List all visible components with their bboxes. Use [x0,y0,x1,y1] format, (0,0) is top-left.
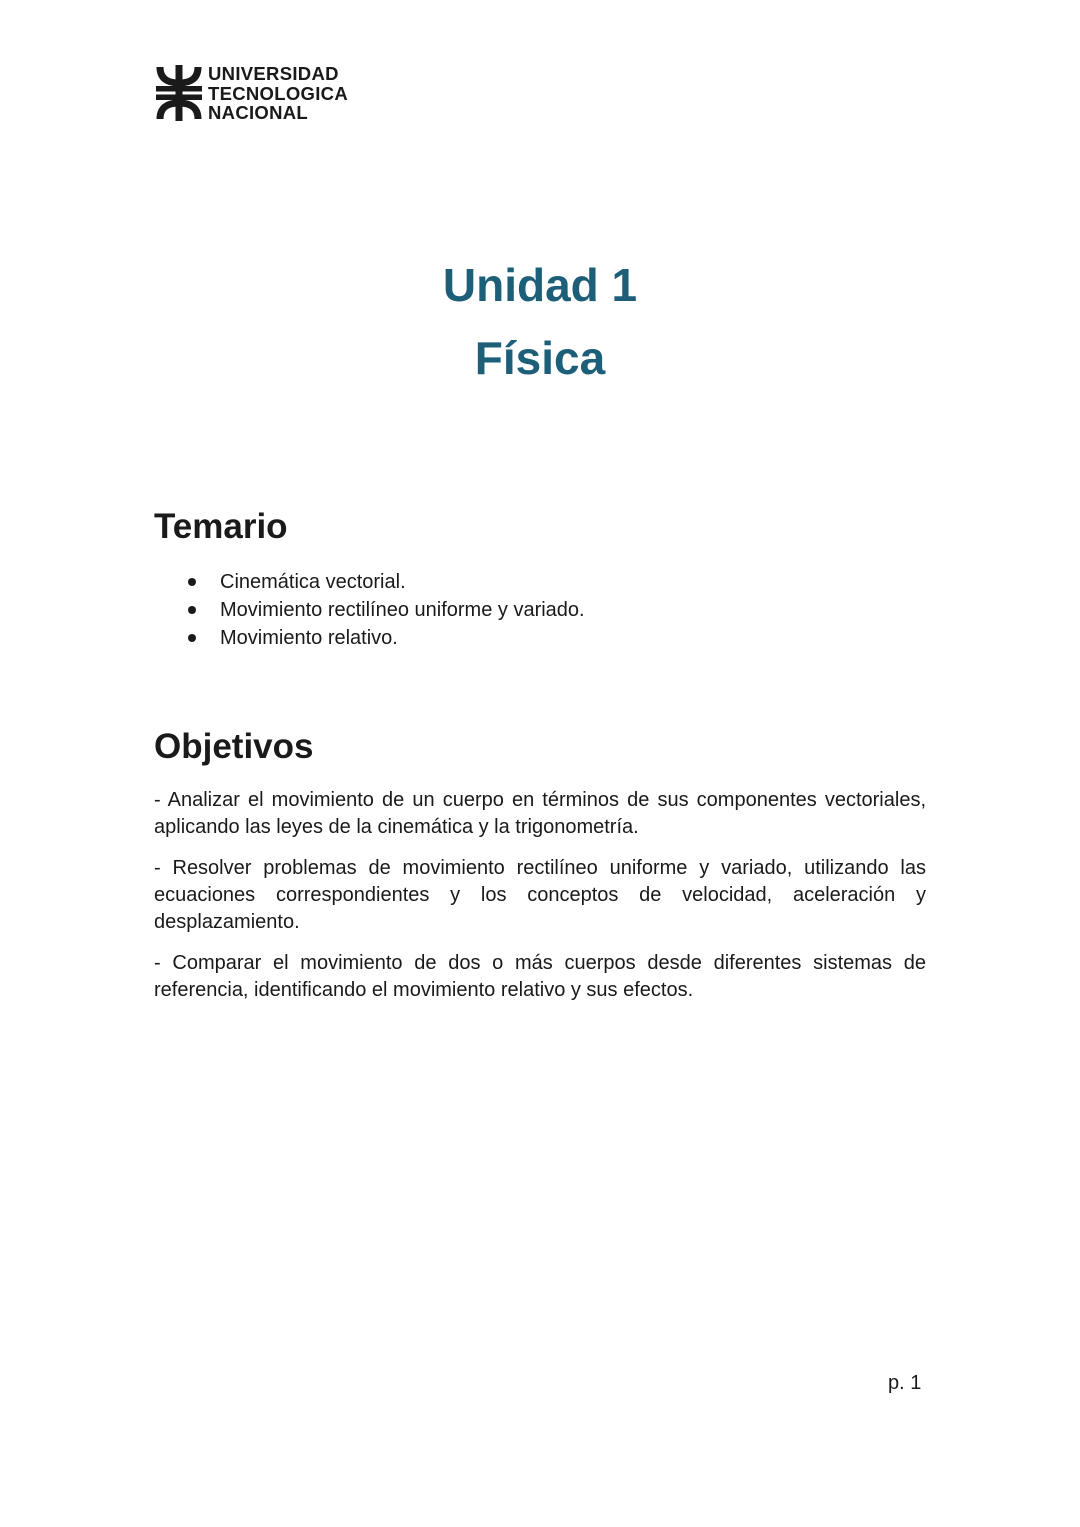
bullet-icon [188,578,196,586]
utn-logo-icon [156,65,202,121]
list-item [154,568,585,596]
objective-paragraph: - Comparar el movimiento de dos o más cuerpos desde diferentes sistemas de referencia, identificando el movimiento relativo y sus efectos. [154,952,926,1001]
temario-heading: Temario [154,507,288,546]
list-item-text: Movimiento relativo. [220,627,398,649]
list-item [154,596,585,624]
logo-line-3: NACIONAL [208,102,309,123]
objetivos-list [154,787,926,1018]
university-logo [156,64,348,123]
objective-paragraph: - Analizar el movimiento de un cuerpo en términos de sus componentes vectoriales, aplicando las leyes de la cinemática y la trigonometría. [154,789,926,838]
temario-list [154,568,585,652]
subject-title: Física [474,332,606,384]
bullet-icon [188,634,196,642]
page-number: p. 1 [888,1372,922,1394]
list-item [154,624,585,652]
logo-line-2: TECNOLOGICA [208,82,348,104]
list-item-text: Movimiento rectilíneo uniforme y variado. [220,599,585,621]
logo-line-1: UNIVERSIDAD [208,63,339,84]
unit-title: Unidad 1 [442,259,638,311]
objective-paragraph: - Resolver problemas de movimiento rectilíneo uniforme y variado, utilizando las ecuaciones correspondientes y los conceptos de velocidad, aceleración y desplazamiento. [154,857,926,933]
bullet-icon [188,606,196,614]
logo-wordmark [208,64,348,123]
list-item-text: Cinemática vectorial. [220,571,406,593]
objetivos-heading: Objetivos [154,727,314,766]
